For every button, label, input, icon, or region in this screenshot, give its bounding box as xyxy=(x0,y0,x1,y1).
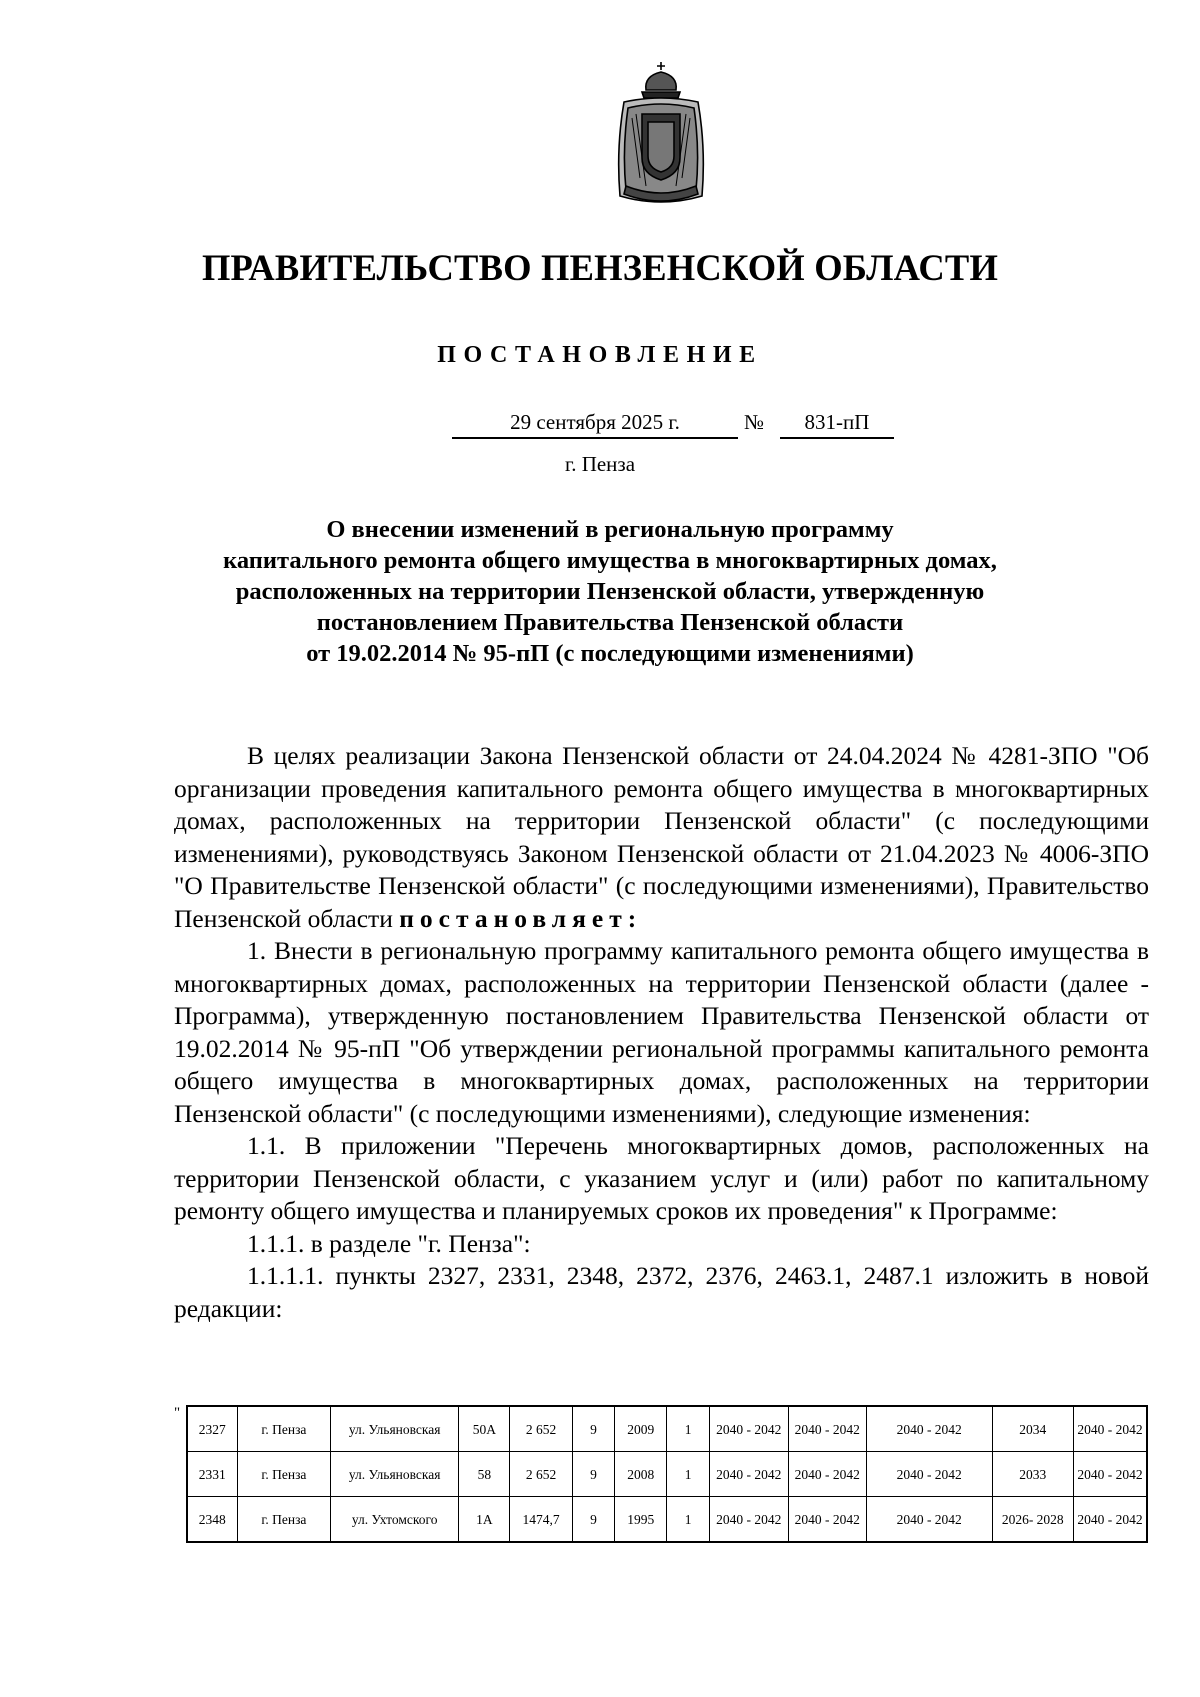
subject-line: постановлением Правительства Пензенской области xyxy=(316,609,904,636)
cell-col13: 2040 - 2042 xyxy=(1073,1497,1147,1543)
cell-city: г. Пенза xyxy=(237,1406,331,1452)
preamble-text: В целях реализации Закона Пензенской области от 24.04.2024 № 4281-ЗПО "Об организации проведения капитального ремонта общего имущества в многоквартирных домах, расположенных на территории Пензенской области" (с последующими изменениями), руководствуясь Законом Пензенской области от 21.04.2023 № 4006-ЗПО "О Правительстве Пензенской области" (с последующими изменениями), Правительство Пензенской области xyxy=(174,741,1149,933)
city-name: г. Пенза xyxy=(564,452,636,476)
cell-house: 50А xyxy=(459,1406,510,1452)
cell-area: 2 652 xyxy=(510,1406,572,1452)
table-row xyxy=(187,1497,1147,1543)
cell-col10: 2040 - 2042 xyxy=(788,1452,866,1497)
cell-city: г. Пенза xyxy=(237,1497,331,1543)
document-date: 29 сентября 2025 г. xyxy=(452,410,738,439)
paragraph-item-1: 1. Внести в региональную программу капитального ремонта общего имущества в многоквартирных домах, расположенных на территории Пензенской области (далее - Программа), утвержденную постановлением Правительства Пензенской области от 19.02.2014 № 95-пП "Об утверждении региональной программы капитального ремонта общего имущества в многоквартирных домах, расположенных на территории Пензенской области" (с последующими изменениями), следующие изменения: xyxy=(174,936,1149,1128)
cell-col8: 1 xyxy=(667,1452,709,1497)
cell-city: г. Пенза xyxy=(237,1452,331,1497)
cell-house: 1А xyxy=(459,1497,510,1543)
number-sign: № xyxy=(744,410,765,434)
cell-col13: 2040 - 2042 xyxy=(1073,1406,1147,1452)
cell-area: 1474,7 xyxy=(510,1497,572,1543)
cell-col11: 2040 - 2042 xyxy=(866,1452,992,1497)
paragraph-preamble xyxy=(174,740,1149,935)
document-number: 831-пП xyxy=(780,410,894,439)
table-row xyxy=(187,1452,1147,1497)
cell-col13: 2040 - 2042 xyxy=(1073,1452,1147,1497)
cell-year: 2008 xyxy=(615,1452,667,1497)
resolves-word: постановляет: xyxy=(399,903,643,933)
document-body xyxy=(174,740,1149,1325)
cell-floors: 9 xyxy=(572,1406,614,1452)
org-title: ПРАВИТЕЛЬСТВО ПЕНЗЕНСКОЙ ОБЛАСТИ xyxy=(201,247,999,288)
cell-col12: 2026- 2028 xyxy=(992,1497,1073,1543)
cell-col11: 2040 - 2042 xyxy=(866,1406,992,1452)
cell-col10: 2040 - 2042 xyxy=(788,1406,866,1452)
subject-line: расположенных на территории Пензенской области, утвержденную xyxy=(235,578,985,605)
cell-year: 2009 xyxy=(615,1406,667,1452)
paragraph-item-1-1-1: 1.1.1. в разделе "г. Пенза": xyxy=(247,1228,531,1258)
cell-number: 2348 xyxy=(187,1497,237,1543)
subject-line: О внесении изменений в региональную программу xyxy=(326,516,894,543)
cell-col9: 2040 - 2042 xyxy=(709,1406,788,1452)
document-type: ПОСТАНОВЛЕНИЕ xyxy=(437,342,763,368)
subject-line: капитального ремонта общего имущества в многоквартирных домах, xyxy=(223,547,997,574)
houses-table xyxy=(186,1405,1148,1543)
cell-year: 1995 xyxy=(615,1497,667,1543)
paragraph-item-1-1-1-1: 1.1.1.1. пункты 2327, 2331, 2348, 2372, 2376, 2463.1, 2487.1 изложить в новой редакции: xyxy=(174,1261,1149,1323)
cell-col12: 2034 xyxy=(992,1406,1073,1452)
cell-area: 2 652 xyxy=(510,1452,572,1497)
cell-col8: 1 xyxy=(667,1406,709,1452)
cell-col8: 1 xyxy=(667,1497,709,1543)
table-open-quote: " xyxy=(174,1405,181,1421)
document-subject xyxy=(150,514,1070,669)
cell-street: ул. Ухтомского xyxy=(331,1497,459,1543)
coat-of-arms-emblem xyxy=(606,58,716,208)
table-row xyxy=(187,1406,1147,1452)
cell-house: 58 xyxy=(459,1452,510,1497)
cell-col10: 2040 - 2042 xyxy=(788,1497,866,1543)
cell-col9: 2040 - 2042 xyxy=(709,1452,788,1497)
cell-number: 2327 xyxy=(187,1406,237,1452)
cell-street: ул. Ульяновская xyxy=(331,1406,459,1452)
paragraph-item-1-1: 1.1. В приложении "Перечень многоквартирных домов, расположенных на территории Пензенской области, с указанием услуг и (или) работ по капитальному ремонту общего имущества и планируемых сроков их проведения" к Программе: xyxy=(174,1131,1149,1225)
cell-floors: 9 xyxy=(572,1497,614,1543)
cell-col9: 2040 - 2042 xyxy=(709,1497,788,1543)
cell-street: ул. Ульяновская xyxy=(331,1452,459,1497)
cell-number: 2331 xyxy=(187,1452,237,1497)
cell-col11: 2040 - 2042 xyxy=(866,1497,992,1543)
subject-line: от 19.02.2014 № 95-пП (с последующими изменениями) xyxy=(306,640,914,667)
cell-floors: 9 xyxy=(572,1452,614,1497)
cell-col12: 2033 xyxy=(992,1452,1073,1497)
